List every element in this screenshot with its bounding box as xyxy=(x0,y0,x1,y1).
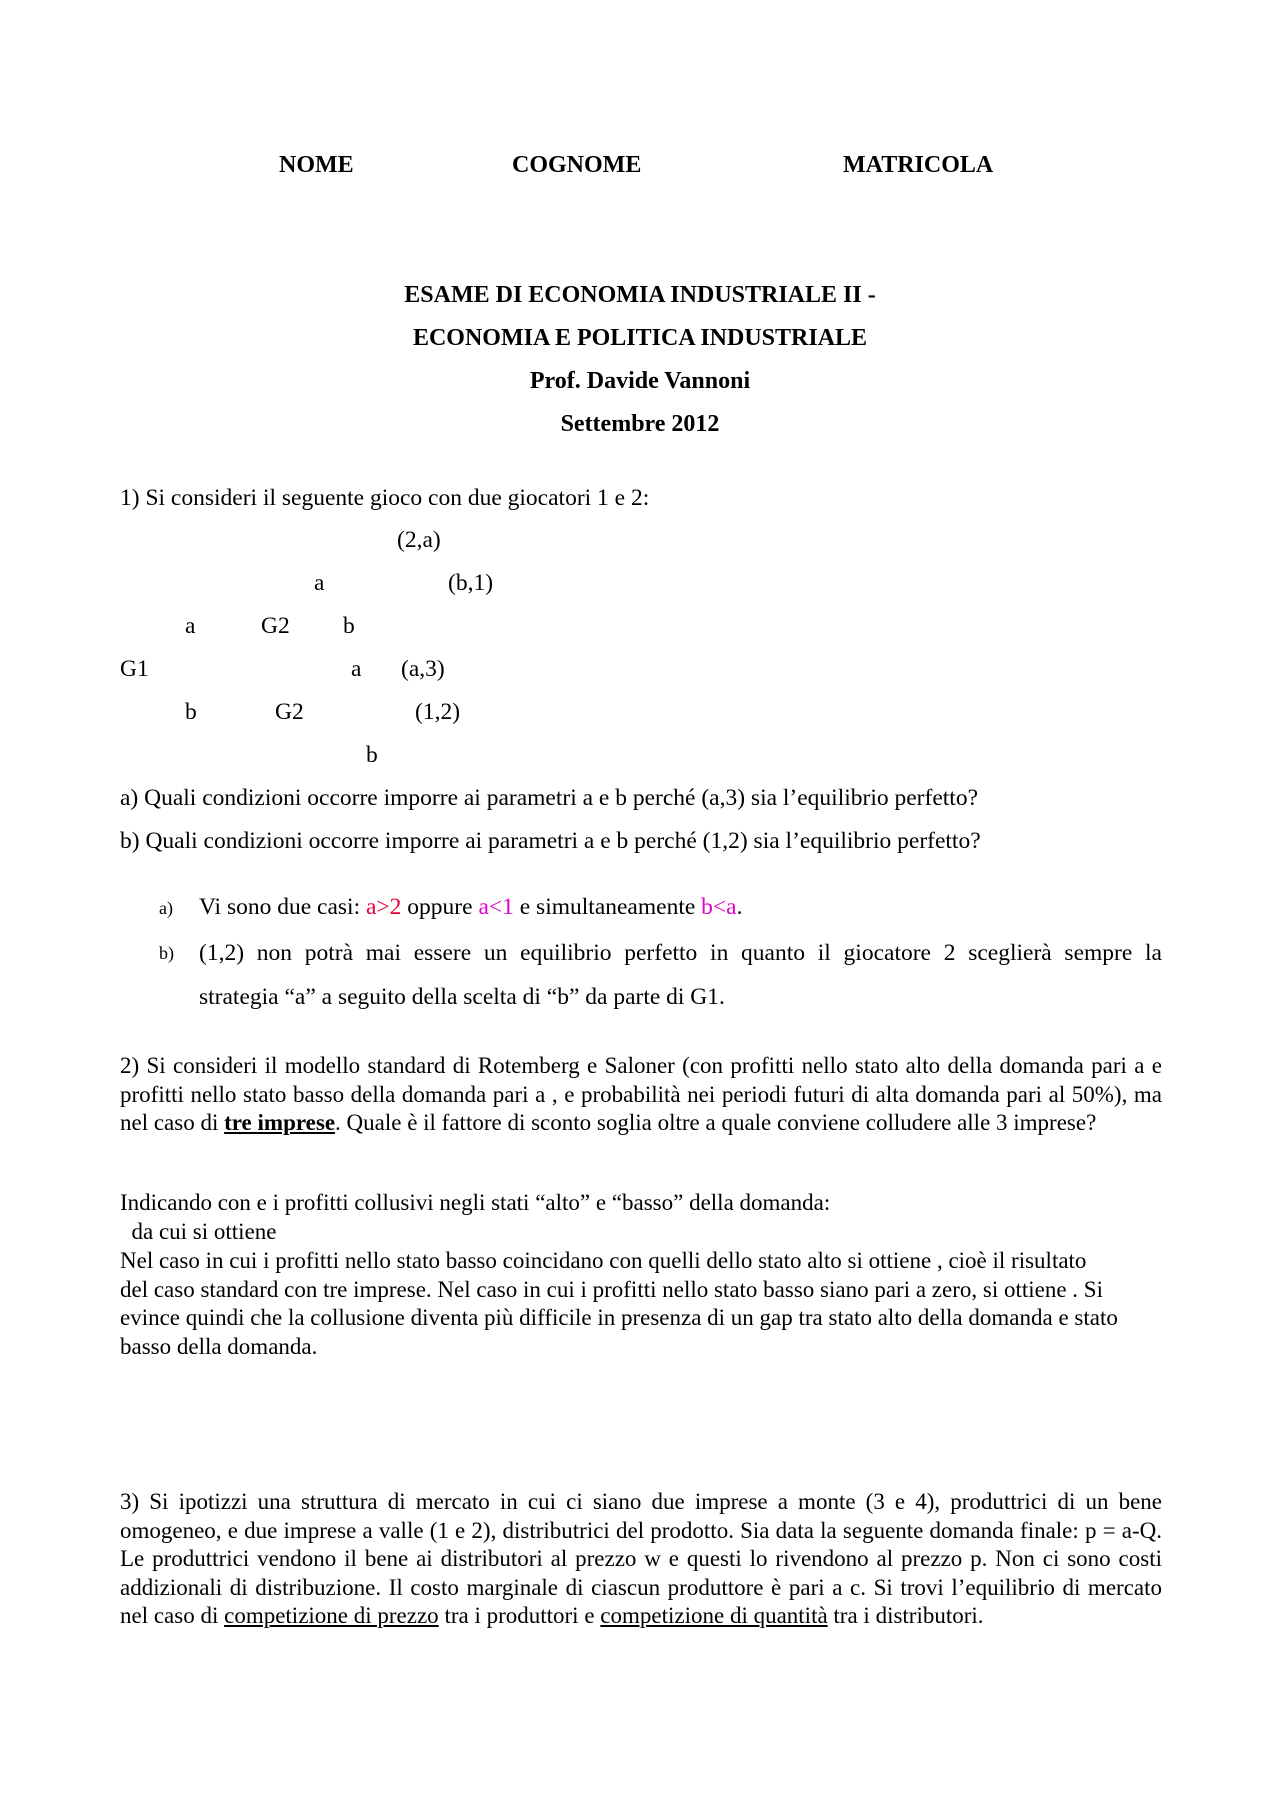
q2-question xyxy=(120,1052,1162,1138)
q1-question-a: a) Quali condizioni occorre imporre ai parametri a e b perché (a,3) sia l’equilibrio perfetto? xyxy=(120,785,979,811)
q2-answer-line1: Indicando con e i profitti collusivi negli stati “alto” e “basso” della domanda: xyxy=(120,1190,831,1215)
header-cognome: COGNOME xyxy=(512,152,642,178)
q2-text: 2) Si consideri il modello standard di Rotemberg e Saloner (con profitti nello stato alto della domanda pari a e profitti nello stato basso della domanda pari a , e probabilità nei periodi futuri di alta domanda pari al 50%), ma nel caso di xyxy=(120,1053,1162,1135)
q3-text: tra i produttori e xyxy=(438,1603,601,1628)
tree-g1-action-a: a xyxy=(185,613,196,639)
tree-upper-g2-action-a: a xyxy=(314,570,325,596)
q2-answer-body: Nel caso in cui i profitti nello stato basso coincidano con quelli dello stato alto si ottiene , cioè il risultato del caso standard con tre imprese. Nel caso in cui i profitti nello stato basso siano pari a zero, si ottiene . Si evince quindi che la collusione diventa più difficile in presenza di un gap tra stato alto della domanda e stato basso della domanda. xyxy=(120,1248,1118,1359)
header-nome: NOME xyxy=(279,152,354,178)
tree-g1-action-b: b xyxy=(185,699,197,725)
answer-a-text: Vi sono due casi: xyxy=(199,894,366,920)
tree-payoff-top: (2,a) xyxy=(397,527,441,553)
header-matricola: MATRICOLA xyxy=(843,152,994,178)
answer-a-label: a) xyxy=(159,898,173,918)
q3-emphasis-quantity: competizione di quantità xyxy=(600,1603,828,1628)
q2-text: . Quale è il fattore di sconto soglia oltre a quale conviene colludere alle 3 imprese? xyxy=(335,1110,1097,1135)
exam-title-line1: ESAME DI ECONOMIA INDUSTRIALE II - xyxy=(404,282,876,308)
q2-answer-line2: da cui si ottiene xyxy=(120,1219,277,1244)
answer-a-text: oppure xyxy=(401,894,479,920)
q2-emphasis: tre imprese xyxy=(224,1110,336,1135)
tree-lower-g2-node: G2 xyxy=(275,699,304,725)
q1-question-b: b) Quali condizioni occorre imporre ai parametri a e b perché (1,2) sia l’equilibrio perfetto? xyxy=(120,828,981,854)
tree-lower-g2-action-a: a xyxy=(351,656,362,682)
tree-g1-node: G1 xyxy=(120,656,149,682)
tree-payoff-12: (1,2) xyxy=(415,699,461,725)
tree-upper-g2-action-b: b xyxy=(343,613,355,639)
tree-payoff-b1: (b,1) xyxy=(448,570,494,596)
answer-b-line2: strategia “a” a seguito della scelta di “b” da parte di G1. xyxy=(199,984,725,1010)
tree-payoff-a3: (a,3) xyxy=(401,656,445,682)
exam-date: Settembre 2012 xyxy=(560,411,720,437)
answer-b-line1: (1,2) non potrà mai essere un equilibrio perfetto in quanto il giocatore 2 sceglierà sempre la xyxy=(199,940,1162,966)
q3-text: 3) Si ipotizzi una struttura di mercato in cui ci siano due imprese a monte (3 e 4), produttrici di un bene omogeneo, e due imprese a valle (1 e 2), distributrici del prodotto. Sia data la seguente domanda finale: p = a-Q. Le produttrici vendono il bene ai distributori al prezzo w e questi lo rivendono al prezzo p. Non ci sono costi addizionali di distribuzione. Il costo marginale di ciascun produttore è pari a c. Si trovi l’equilibrio di mercato nel caso di xyxy=(120,1489,1162,1628)
q3-question xyxy=(120,1488,1162,1631)
q1-intro: 1) Si consideri il seguente gioco con due giocatori 1 e 2: xyxy=(120,485,650,511)
answer-b-label: b) xyxy=(159,943,174,963)
q3-emphasis-price: competizione di prezzo xyxy=(224,1603,439,1628)
answer-a-text: e simultaneamente xyxy=(513,894,702,920)
tree-lower-g2-action-b: b xyxy=(366,742,378,768)
q3-text: tra i distributori. xyxy=(827,1603,984,1628)
professor-name: Prof. Davide Vannoni xyxy=(529,368,751,394)
answer-a-text: . xyxy=(736,894,743,920)
answer-a xyxy=(199,894,742,921)
exam-title-line2: ECONOMIA E POLITICA INDUSTRIALE xyxy=(412,325,868,351)
answer-a-condition-3: b<a xyxy=(701,894,737,920)
tree-upper-g2-node: G2 xyxy=(261,613,290,639)
answer-a-condition-2: a<1 xyxy=(478,894,514,920)
answer-a-condition-1: a>2 xyxy=(365,894,402,920)
